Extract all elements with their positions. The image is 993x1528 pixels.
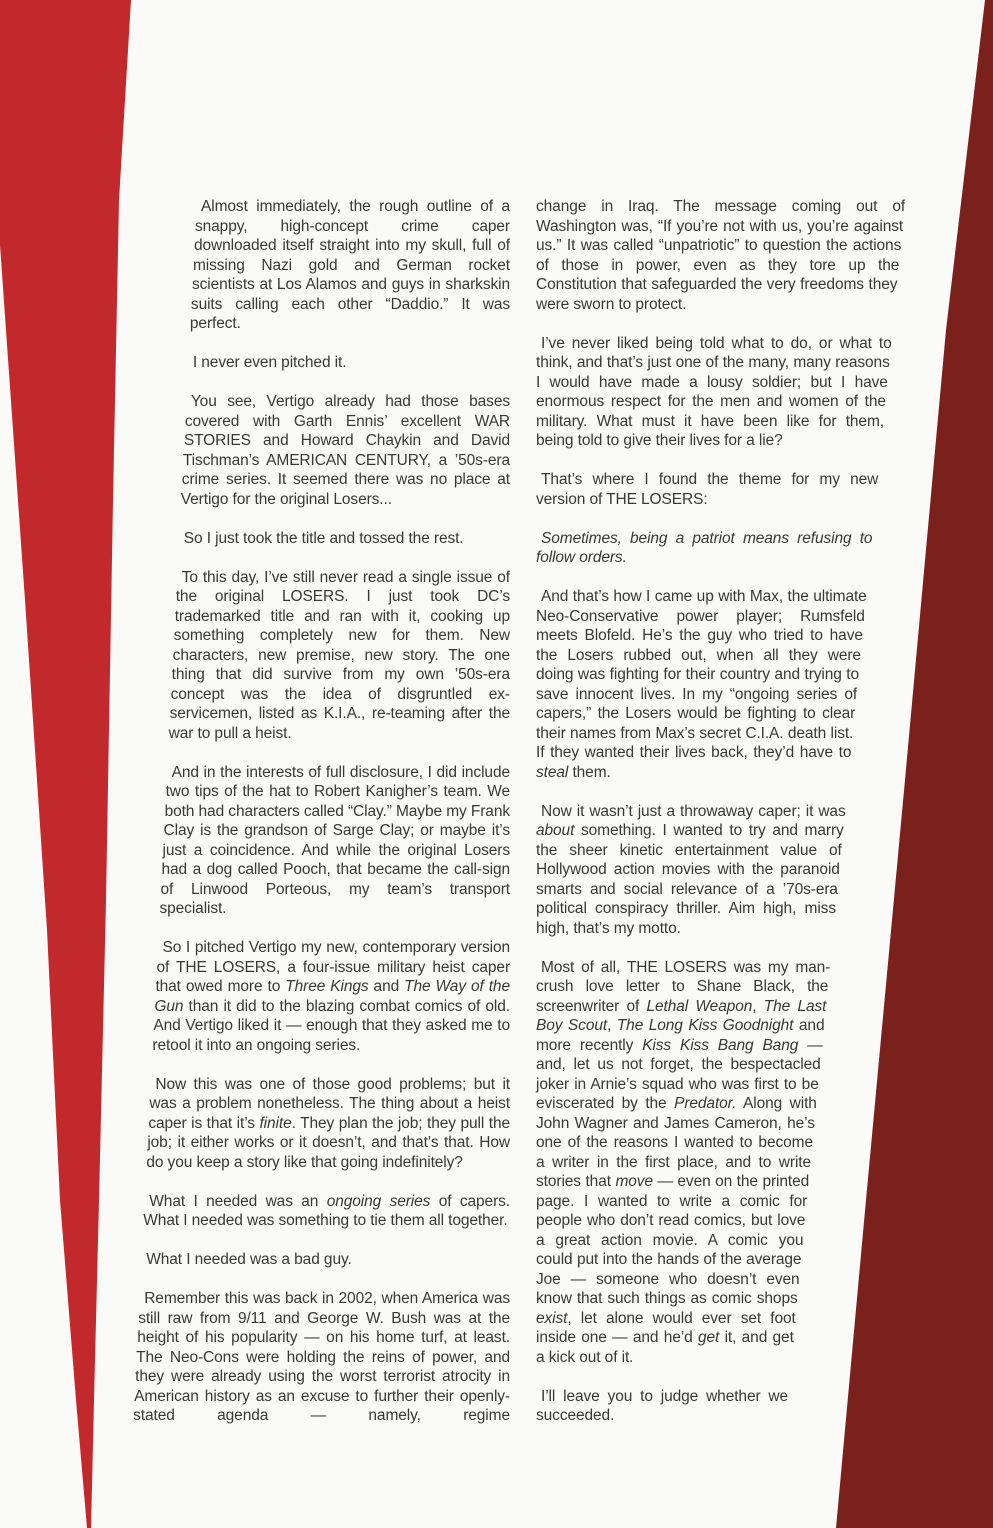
- text-run: them.: [568, 763, 611, 781]
- text-run: Now this was one of those good problems; but it was a problem nonetheless. The thing about a heist caper is that it’s: [148, 1075, 510, 1132]
- text-run: and: [368, 978, 405, 995]
- italic-emphasis: get: [697, 1329, 720, 1346]
- paragraph: And in the interests of full disclosure, I did include two tips of the hat to Robert Kanigher’s team. We both had characters called “Clay.” Maybe my Frank Clay is the grandson of Sarge Clay; or maybe it’s just a coincidence. And while the original Losers had a dog called Pooch, that became the call-sign of Linwood Porteous, my team’s transport specialist.: [159, 763, 510, 917]
- theme-statement-paragraph: Sometimes, being a patriot means refusing to follow orders.: [536, 529, 873, 566]
- text-run: and more recently: [536, 1017, 825, 1054]
- italic-movie-title: Kiss Kiss Bang Bang: [642, 1036, 799, 1054]
- text-run: . They plan the job; they pull the job; it either works or it doesn’t, and that’s that. How do you keep a story like that going indefinitely?: [146, 1114, 510, 1171]
- italic-emphasis: about: [536, 822, 575, 839]
- paragraph: What I needed was a bad guy.: [146, 1251, 352, 1268]
- paragraph: [120, 938, 510, 1055]
- paragraph: I never even pitched it.: [192, 354, 347, 371]
- paragraph: Remember this was back in 2002, when America was still raw from 9/11 and George W. Bush was at the height of his popularity — on his home turf, at least. The Neo-Cons were holding the reins of power, and they were already using the worst terrorist atrocity in American history as an excuse to further their openly-stated agenda — namely, regime: [133, 1290, 510, 1424]
- italic-emphasis: ongoing series: [326, 1192, 431, 1210]
- text-run: than it did to the blazing combat comics of old. And Vertigo liked it — enough that they asked me to retool it into an ongoing series.: [152, 997, 510, 1054]
- paragraph: So I just took the title and tossed the rest.: [183, 529, 464, 547]
- text-run: — even on the printed page. I wanted to write a comic for people who don’t read comics, but love a great action movie. A comic you could put into the hands of the average Joe — someone who doesn’t even know that such things as comic shops: [536, 1173, 810, 1307]
- text-run: So I pitched Vertigo my new, contemporary version of THE LOSERS, a four-issue military heist caper that owed more to: [155, 939, 510, 995]
- paragraph: You see, Vertigo already had those bases covered with Garth Ennis’ excellent WAR STORIES and Howard Chaykin and David Tischman’s AMERICAN CENTURY, a ’50s-era crime series. It seemed there was no place at Vertigo for the original Losers...: [180, 393, 510, 508]
- text-run: ,: [752, 997, 764, 1015]
- italic-movie-title: Predator.: [674, 1095, 737, 1112]
- italic-movie-title: Three Kings: [285, 978, 369, 995]
- italic-movie-title: The Long Kiss Goodnight: [616, 1017, 794, 1034]
- text-run: Now it wasn’t just a throwaway caper; it was: [541, 802, 846, 820]
- text-run: Along with John Wagner and James Cameron, he’s one of the reasons I wanted to become a writer in the first place, and to write stories that: [536, 1095, 817, 1190]
- text-run: something. I wanted to try and marry the sheer kinetic entertainment value of Hollywood action movies with the paranoid smarts and social relevance of a ’70s-era political conspiracy thriller. Aim high, miss high, that’s my motto.: [536, 822, 844, 937]
- italic-emphasis: finite: [259, 1114, 292, 1132]
- text-run: Most of all, THE LOSERS was my man-crush love letter to Shane Black, the screenwriter of: [536, 958, 831, 1015]
- paragraph: I’ve never liked being told what to do, or what to think, and that’s just one of the many, many reasons I would have made a lousy soldier; but I have enormous respect for the men and women of the military. What must it have been like for them, being told to give their lives for a lie?: [536, 334, 892, 449]
- italic-movie-title: The Last Boy Scout: [536, 997, 827, 1034]
- italic-emphasis: exist: [536, 1309, 568, 1327]
- text-run: it, and get a kick out of it.: [536, 1329, 794, 1366]
- text-run: What I needed was an: [149, 1192, 327, 1210]
- text-run: of capers. What I needed was something to tie them all together.: [143, 1192, 510, 1229]
- paragraph: change in Iraq. The message coming out of Washington was, “If you’re not with us, you’re against us.” It was called “unpatriotic” to question the actions of those in power, even as they tore up the Constitution that safeguarded the very freedoms they were sworn to protect.: [536, 198, 906, 313]
- text-column-right: [536, 197, 908, 1447]
- paragraph: That’s where I found the theme for my new version of THE LOSERS:: [536, 471, 879, 508]
- text-column-left: [120, 197, 510, 1447]
- italic-emphasis: move: [615, 1173, 653, 1190]
- italic-movie-title: The Way of the Gun: [154, 978, 510, 1015]
- paragraph: Almost immediately, the rough outline of a snappy, high-concept crime caper downloaded itself straight into my skull, full of missing Nazi gold and German rocket scientists at Los Alamos and guys in sharkskin suits calling each other “Daddio.” It was perfect.: [189, 198, 510, 332]
- italic-emphasis: steal: [536, 763, 569, 781]
- italic-movie-title: Lethal Weapon: [646, 997, 753, 1015]
- paragraph: To this day, I’ve still never read a single issue of the original LOSERS. I just took DC’s trademarked title and ran with it, cooking up something completely new for them. New characters, new premise, new story. The one thing that did survive from my own ’50s-era concept was the idea of disgruntled ex-servicemen, listed as K.I.A., re-teaming after the war to pull a heist.: [168, 568, 510, 742]
- text-run: , let alone would ever set foot inside one — and he’d: [536, 1309, 796, 1346]
- paragraph: I’ll leave you to judge whether we succeeded.: [536, 1387, 789, 1424]
- paragraph: [120, 1192, 510, 1231]
- paragraph: [120, 1075, 510, 1173]
- text-run: ,: [607, 1017, 617, 1034]
- text-run: — and, let us not forget, the bespectacled joker in Arnie’s squad who was first to be eviscerated by the: [536, 1036, 823, 1112]
- text-run: And that’s how I came up with Max, the ultimate Neo-Conservative power player; Rumsfeld meets Blofeld. He’s the guy who tried to have the Losers rubbed out, when all they were doing was fighting for their country and trying to save innocent lives. In my “ongoing series of capers,” the Losers would be fighting to clear their names from Max’s secret C.I.A. death list. If they wanted their lives back, they’d have to: [536, 588, 867, 761]
